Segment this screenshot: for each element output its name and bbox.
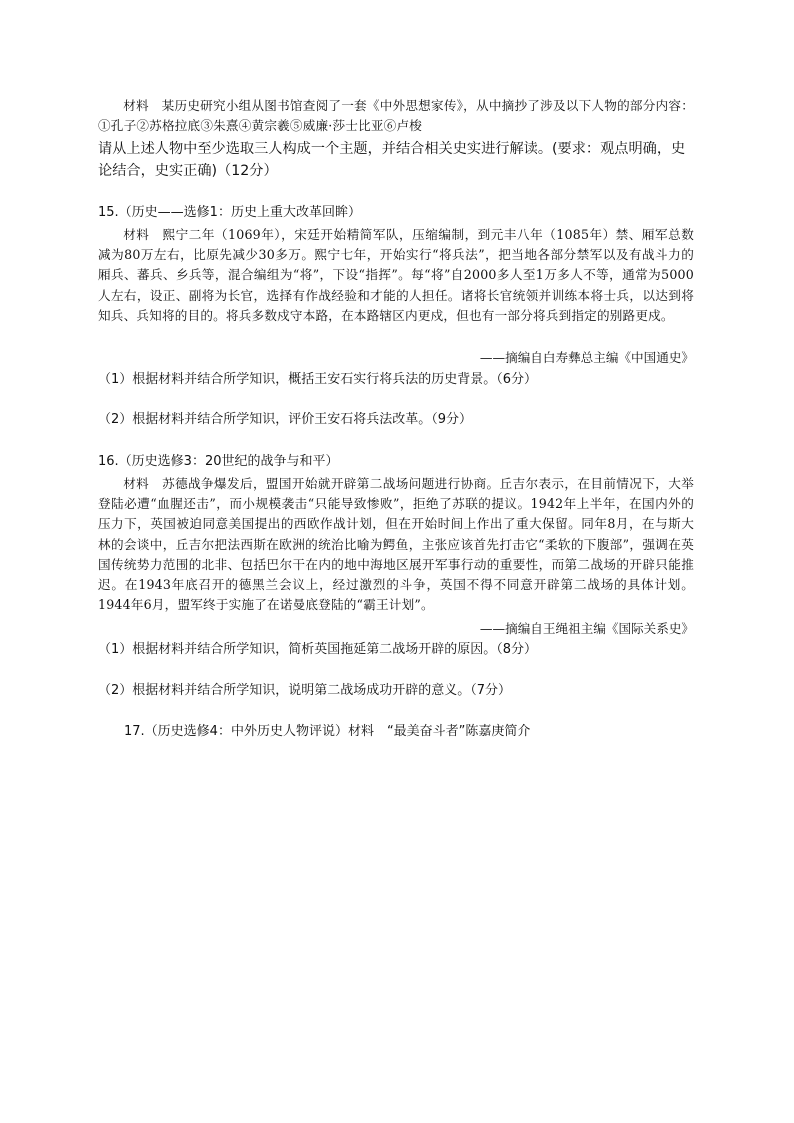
q16-sub1: （1）根据材料并结合所学知识，简析英国拖延第二战场开辟的原因。（8分） (98, 642, 538, 657)
q15-material: 材料 熙宁二年（1069年），宋廷开始精简军队，压缩编制，到元丰八年（1085年）禁、厢军总数减为80万左右，比原先减少30多万。熙宁七年，开始实行“将兵法”，把当地各部分禁军以及有战斗力的厢兵、蕃兵、乡兵等，混合编组为“将”，下设“指挥”。每“将”自2000多人至1万多人不等，通常为5000人左右，设正、副将为长官，选择有作战经验和才能的人担任。诸将长官统领并训练本将士兵，以达到将知兵、兵知将的目的。将兵多数戍守本路，在本路辖区内更戍，但也有一部分将兵到指定的别路更戍。 (98, 227, 694, 323)
q16-material: 材料 苏德战争爆发后，盟国开始就开辟第二战场问题进行协商。丘吉尔表示，在目前情况下，大举登陆必遭“血腥还击”，而小规模袭击“只能导致惨败”，拒绝了苏联的提议。1942年上半年，在国内外的压力下，英国被迫同意美国提出的西欧作战计划，但在开始时间上作出了重大保留。同年8月，在与斯大林的会谈中，丘吉尔把法西斯在欧洲的统治比喻为鳄鱼，主张应该首先打击它“柔软的下腹部”，强调在英国传统势力范围的北非、包括巴尔干在内的地中海地区展开军事行动的重要性，而第二战场的开辟只能推迟。在1943年底召开的德黑兰会议上，经过激烈的斗争，英国不得不同意开辟第二战场的具体计划。1944年6月，盟军终于实施了在诺曼底登陆的“霸王计划”。 (98, 476, 694, 613)
q16-sub2: （2）根据材料并结合所学知识，说明第二战场成功开辟的意义。（7分） (98, 683, 512, 698)
q15-source: ——摘编自白寿彝总主编《中国通史》 (479, 350, 694, 365)
q15-sub1: （1）根据材料并结合所学知识，概括王安石实行将兵法的历史背景。（6分） (98, 372, 538, 387)
q16-heading: 16.（历史选修3：20世纪的战争与和平） (98, 454, 339, 469)
q14-material: 材料 某历史研究小组从图书馆查阅了一套《中外思想家传》，从中摘抄了涉及以下人物的部分内容：①孔子②苏格拉底③朱熹④黄宗羲⑤威廉·莎士比亚⑥卢梭 (98, 98, 694, 134)
q16-source: ——摘编自王绳祖主编《国际关系史》 (479, 621, 694, 636)
q17-heading: 17.（历史选修4：中外历史人物评说）材料 “最美奋斗者”陈嘉庚简介 (124, 724, 531, 739)
q14-question: 请从上述人物中至少选取三人构成一个主题，并结合相关史实进行解读。(要求：观点明确，史论结合，史实正确)（12分） (98, 141, 686, 179)
q15-sub2: （2）根据材料并结合所学知识，评价王安石将兵法改革。（9分） (98, 412, 473, 427)
q15-heading: 15.（历史——选修1：历史上重大改革回眸） (98, 205, 361, 220)
